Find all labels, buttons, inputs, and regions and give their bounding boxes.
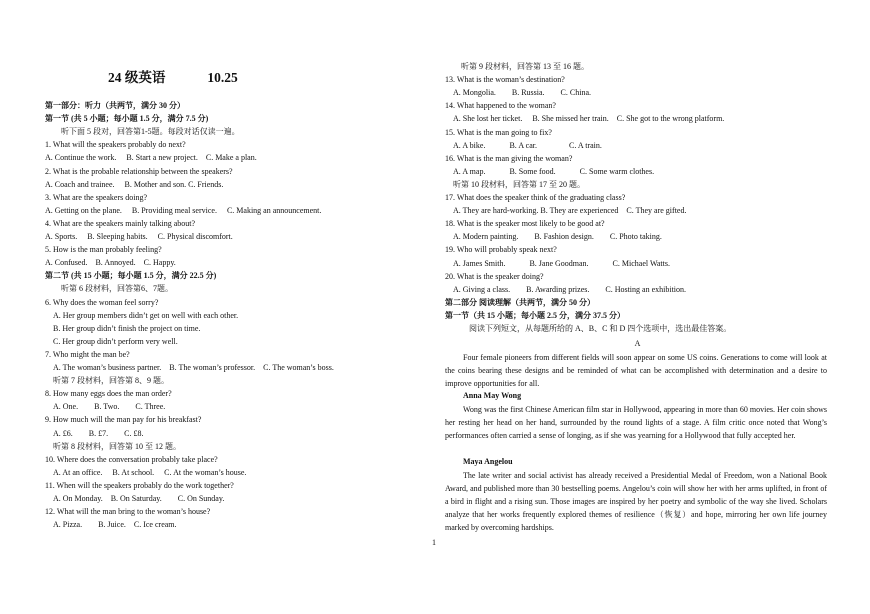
text-line: A. On Monday. B. On Saturday. C. On Sunday. <box>45 494 225 503</box>
text-line: A. A bike. B. A car. C. A train. <box>445 140 602 150</box>
text-line: 5. How is the man probably feeling? <box>45 245 162 255</box>
text-line: 11. When will the speakers probably do the work together? <box>45 480 234 490</box>
text-line: 听第 8 段材料，回答第 10 至 12 题。 <box>45 441 181 451</box>
text-line: 18. What is the speaker most likely to be good at? <box>445 219 605 229</box>
text-line: A. Pizza. B. Juice. C. Ice cream. <box>45 520 177 530</box>
text-line: 2. What is the probable relationship between the speakers? <box>45 166 233 176</box>
paragraph-wong: Wong was the first Chinese American film star in Hollywood, appearing in more than 60 movies. Her coin shows her resting her head on her hand, surrounded by the round lights of a stage. A film critic once noted that Wong’s performances often carried a sense of longing, as if she was yearning for a Hollywood that fully accepted her. <box>445 405 827 440</box>
text-line: 17. What does the speaker think of the graduating class? <box>445 193 626 202</box>
text-line: 12. What will the man bring to the woman’s house? <box>45 507 211 517</box>
text-line: A. Mongolia. B. Russia. C. China. <box>445 88 592 98</box>
text-line: A. A map. B. Some food. C. Some warm clothes. <box>445 166 655 176</box>
text-line: B. Her group didn’t finish the project on time. <box>45 323 201 333</box>
text-line: C. Her group didn’t perform very well. <box>45 336 178 346</box>
text-line: 16. What is the man giving the woman? <box>445 153 573 163</box>
text-line: A. The woman’s business partner. B. The woman’s professor. C. The woman’s boss. <box>45 363 334 372</box>
text-line: 听第 7 段材料，回答第 8、9 题。 <box>45 376 169 386</box>
passage-letter: A <box>634 339 641 348</box>
text-line: 15. What is the man going to fix? <box>445 127 552 137</box>
text-line: A. Giving a class. B. Awarding prizes. C. Hosting an exhibition. <box>445 284 687 294</box>
text-line: 6. Why does the woman feel sorry? <box>45 297 159 307</box>
paragraph-angelou: The late writer and social activist has already received a Presidential Medal of Freedom, won a National Book Award, and published more than 30 bestselling poems. Angelou’s coin will show her with her arms uplifted, in front of a bird in flight and a rising sun. Those images are inspired by her poetry and symbolic of the way she lived. Scholars analyze that her works frequently explored themes of resilience（恢复）and hope, mirroring her own life journey marked by overcoming hardships. <box>445 471 827 532</box>
text-line: 第一节（共 15 小题；每小题 2.5 分，满分 37.5 分） <box>445 310 625 320</box>
passage-intro: Four female pioneers from different fields will soon appear on some US coins. Generations to come will look at the coins bearing these designs and be reminded of what can be accomplished with determination and a desire to improve opportunities for all. <box>445 353 827 388</box>
heading-anna-may-wong: Anna May Wong <box>463 391 522 400</box>
text-line: 3. What are the speakers doing? <box>45 192 148 202</box>
text-line: 第二节 (共 15 小题；每小题 1.5 分，满分 22.5 分) <box>45 271 217 281</box>
text-line: A. Continue the work. B. Start a new project. C. Make a plan. <box>45 153 257 163</box>
text-line: A. Modern painting. B. Fashion design. C. Photo taking. <box>445 232 662 242</box>
text-line: A. She lost her ticket. B. She missed her train. C. She got to the wrong platform. <box>445 114 725 124</box>
text-line: A. At an office. B. At school. C. At the woman’s house. <box>45 467 247 477</box>
text-line: 听第 10 段材料，回答第 17 至 20 题。 <box>445 179 585 189</box>
text-line: A. Her group members didn’t get on well with each other. <box>45 310 239 320</box>
text-line: A. Getting on the plane. B. Providing meal service. C. Making an announcement. <box>45 205 322 215</box>
text-line: 第一部分：听力（共两节，满分 30 分） <box>45 101 185 110</box>
title-text: 24 级英语 <box>108 70 166 85</box>
page-title <box>108 66 308 86</box>
text-line: 听第 9 段材料，回答第 13 至 16 题。 <box>445 62 589 71</box>
title-date: 10.25 <box>207 70 238 85</box>
text-line: 20. What is the speaker doing? <box>445 271 544 281</box>
text-line: 第一节 (共 5 小题；每小题 1.5 分，满分 7.5 分) <box>45 114 209 124</box>
text-line: 1. What will the speakers probably do next? <box>45 140 186 150</box>
text-line: A. James Smith. B. Jane Goodman. C. Michael Watts. <box>445 258 670 268</box>
text-line: 9. How much will the man pay for his breakfast? <box>45 415 202 425</box>
text-line: 10. Where does the conversation probably take place? <box>45 454 218 464</box>
text-line: 19. Who will probably speak next? <box>445 245 557 255</box>
heading-maya-angelou: Maya Angelou <box>463 457 513 466</box>
text-line: 阅读下列短文，从每题所给的 A、B、C 和 D 四个选项中，选出最佳答案。 <box>445 324 732 333</box>
text-line: 13. What is the woman’s destination? <box>445 75 565 85</box>
text-line: 第二部分 阅读理解（共两节，满分 50 分） <box>445 297 595 307</box>
text-line: A. Confused. B. Annoyed. C. Happy. <box>45 258 176 268</box>
text-line: 7. Who might the man be? <box>45 349 130 359</box>
text-line: 听下面 5 段对，回答第1-5题。每段对话仅读一遍。 <box>45 127 240 137</box>
text-line: 8. How many eggs does the man order? <box>45 389 172 399</box>
text-line: 听第 6 段材料，回答第6、7题。 <box>45 284 173 294</box>
page-number: 1 <box>432 538 436 547</box>
text-line: A. They are hard-working. B. They are experienced C. They are gifted. <box>445 206 687 216</box>
text-line: 14. What happened to the woman? <box>445 101 556 111</box>
text-line: 4. What are the speakers mainly talking about? <box>45 218 196 228</box>
text-line: A. Coach and trainee. B. Mother and son. C. Friends. <box>45 179 224 189</box>
text-line: A. Sports. B. Sleeping habits. C. Physical discomfort. <box>45 232 233 241</box>
text-line: A. One. B. Two. C. Three. <box>45 402 166 412</box>
text-line: A. £6. B. £7. C. £8. <box>45 428 144 438</box>
